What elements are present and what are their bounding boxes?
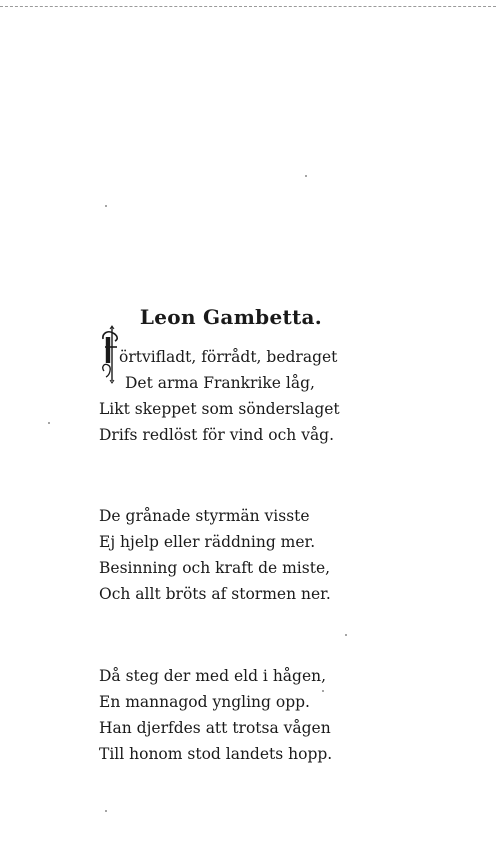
verse-line: Det arma Frankrike låg, <box>125 374 315 392</box>
verse-line: Ej hjelp eller räddning mer. <box>99 533 316 551</box>
verse-line: Till honom stod landets hopp. <box>99 745 333 763</box>
paper-speck <box>48 422 50 424</box>
verse-line: Då steg der med eld i hågen, <box>99 667 327 685</box>
paper-speck <box>345 634 347 636</box>
top-page-rule <box>0 6 496 7</box>
stanza-3 <box>99 663 379 767</box>
verse-line: Han djerfdes att trotsa vågen <box>99 719 331 737</box>
paper-speck <box>105 205 107 207</box>
verse-line: Drifs redlöst för vind och våg. <box>99 426 335 444</box>
stanza-2 <box>99 503 379 607</box>
verse-line: Och allt bröts af stormen ner. <box>99 585 331 603</box>
verse-line: örtvifladt, förrådt, bedraget <box>119 348 338 366</box>
paper-speck <box>305 175 307 177</box>
paper-speck <box>105 810 107 812</box>
poem-title: Leon Gambetta. <box>139 305 323 329</box>
stanza-1 <box>99 344 379 448</box>
verse-line: En mannagod yngling opp. <box>99 693 310 711</box>
verse-line: Likt skeppet som sönderslaget <box>99 400 340 418</box>
verse-line: De grånade styrmän visste <box>99 507 310 525</box>
verse-line: Besinning och kraft de miste, <box>99 559 331 577</box>
